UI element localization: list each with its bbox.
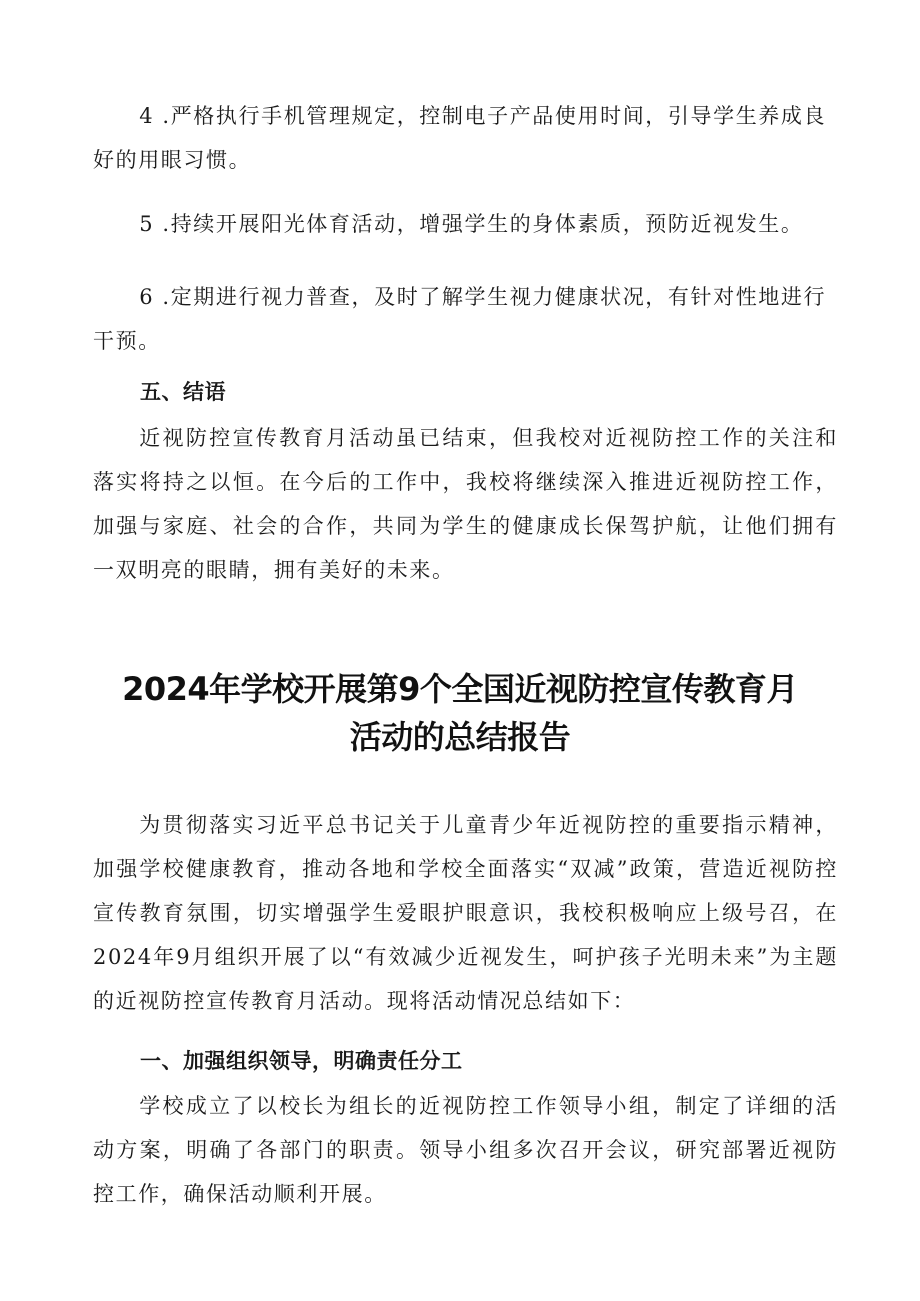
section-one-body: 学校成立了以校长为组长的近视防控工作领导小组，制定了详细的活动方案，明确了各部门的职责。领导小组多次召开会议，研究部署近视防控工作，确保活动顺利开展。 (93, 1094, 838, 1206)
report-title-line2: 活动的总结报告 (349, 718, 571, 756)
section-five-body: 近视防控宣传教育月活动虽已结束，但我校对近视防控工作的关注和落实将持之以恒。在今后的工作中，我校将继续深入推进近视防控工作，加强与家庭、社会的合作，共同为学生的健康成长保驾护航，让他们拥有一双明亮的眼睛，拥有美好的未来。 (93, 426, 838, 582)
report-title-line1: 2024年学校开展第9个全国近视防控宣传教育月 (122, 670, 798, 708)
list-item-5: 5 .持续开展阳光体育活动，增强学生的身体素质，预防近视发生。 (139, 212, 804, 236)
section-five-heading: 五、结语 (140, 380, 226, 404)
section-one-heading: 一、加强组织领导，明确责任分工 (140, 1049, 463, 1073)
report-intro: 为贯彻落实习近平总书记关于儿童青少年近视防控的重要指示精神，加强学校健康教育，推动各地和学校全面落实“双减”政策，营造近视防控宣传教育氛围，切实增强学生爱眼护眼意识，我校积极响应上级号召，在2024年9月组织开展了以“有效减少近视发生，呵护孩子光明未来”为主题的近视防控宣传教育月活动。现将活动情况总结如下： (93, 813, 838, 1013)
list-item-4: 4 .严格执行手机管理规定，控制电子产品使用时间，引导学生养成良好的用眼习惯。 (93, 104, 827, 172)
list-item-6: 6 .定期进行视力普查，及时了解学生视力健康状况，有针对性地进行干预。 (93, 285, 827, 353)
